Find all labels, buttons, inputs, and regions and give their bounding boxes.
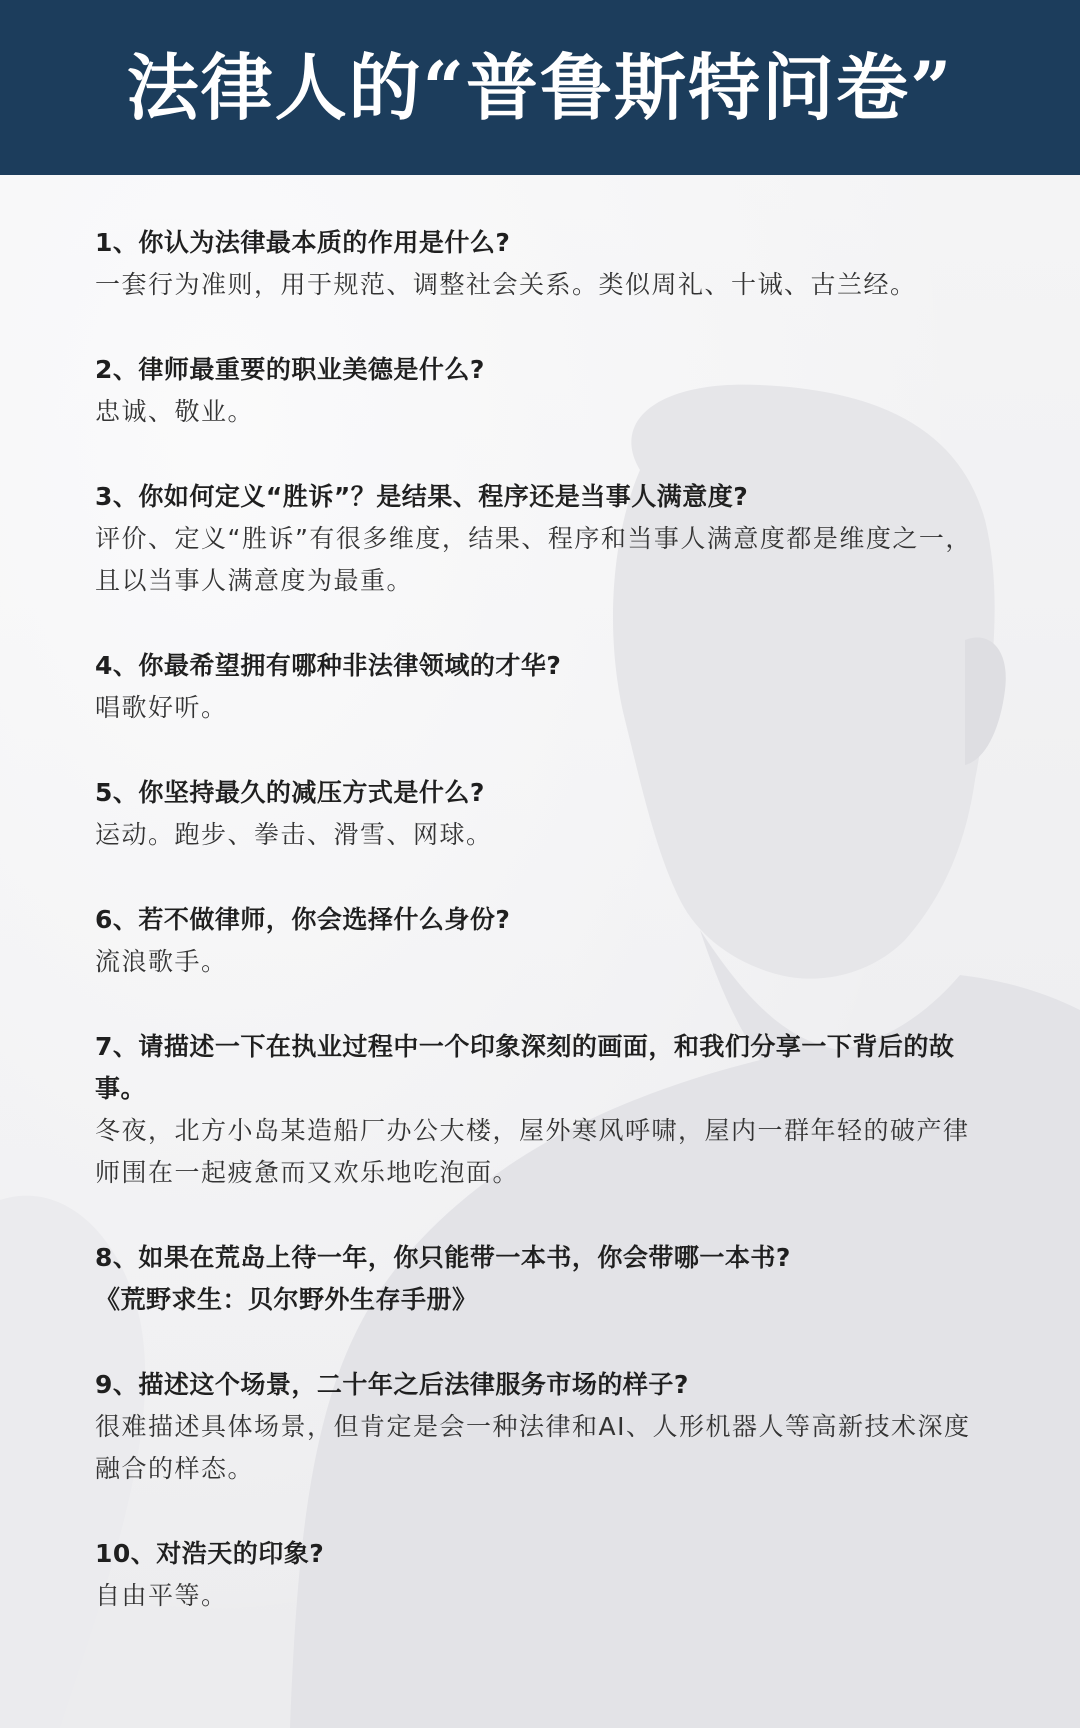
qa-item-6 [95,899,995,983]
questionnaire-list [95,222,995,1660]
answer-3: 评价、定义“胜诉”有很多维度，结果、程序和当事人满意度都是维度之一，且以当事人满意度为最重。 [95,524,972,595]
answer-5: 运动。跑步、拳击、滑雪、网球。 [95,820,493,849]
qa-item-9 [95,1364,995,1490]
question-10: 10、对浩天的印象? [95,1539,325,1568]
question-6: 6、若不做律师，你会选择什么身份? [95,905,511,934]
header-banner [0,0,1080,175]
question-4: 4、你最希望拥有哪种非法律领域的才华? [95,651,562,680]
question-3: 3、你如何定义“胜诉”？是结果、程序还是当事人满意度? [95,482,749,511]
answer-9: 很难描述具体场景，但肯定是会一种法律和AI、人形机器人等高新技术深度融合的样态。 [95,1412,971,1483]
question-1: 1、你认为法律最本质的作用是什么? [95,228,511,257]
question-5: 5、你坚持最久的减压方式是什么? [95,778,485,807]
qa-item-5 [95,772,995,856]
answer-4: 唱歌好听。 [95,693,228,722]
question-2: 2、律师最重要的职业美德是什么? [95,355,485,384]
answer-1: 一套行为准则，用于规范、调整社会关系。类似周礼、十诫、古兰经。 [95,270,917,299]
page-title: 法律人的“普鲁斯特问卷” [126,44,954,130]
question-8: 8、如果在荒岛上待一年，你只能带一本书，你会带哪一本书? [95,1243,791,1272]
answer-8: 《荒野求生：贝尔野外生存手册》 [95,1285,478,1314]
qa-item-8 [95,1237,995,1321]
qa-item-3 [95,476,995,602]
answer-2: 忠诚、敬业。 [95,397,255,426]
qa-item-7 [95,1026,995,1194]
question-9: 9、描述这个场景，二十年之后法律服务市场的样子? [95,1370,689,1399]
qa-item-4 [95,645,995,729]
question-7: 7、请描述一下在执业过程中一个印象深刻的画面，和我们分享一下背后的故事。 [95,1032,955,1103]
answer-10: 自由平等。 [95,1581,228,1610]
qa-item-1 [95,222,995,306]
qa-item-2 [95,349,995,433]
qa-item-10 [95,1533,995,1617]
answer-7: 冬夜，北方小岛某造船厂办公大楼，屋外寒风呼啸，屋内一群年轻的破产律师围在一起疲惫而又欢乐地吃泡面。 [95,1116,970,1187]
answer-6: 流浪歌手。 [95,947,228,976]
